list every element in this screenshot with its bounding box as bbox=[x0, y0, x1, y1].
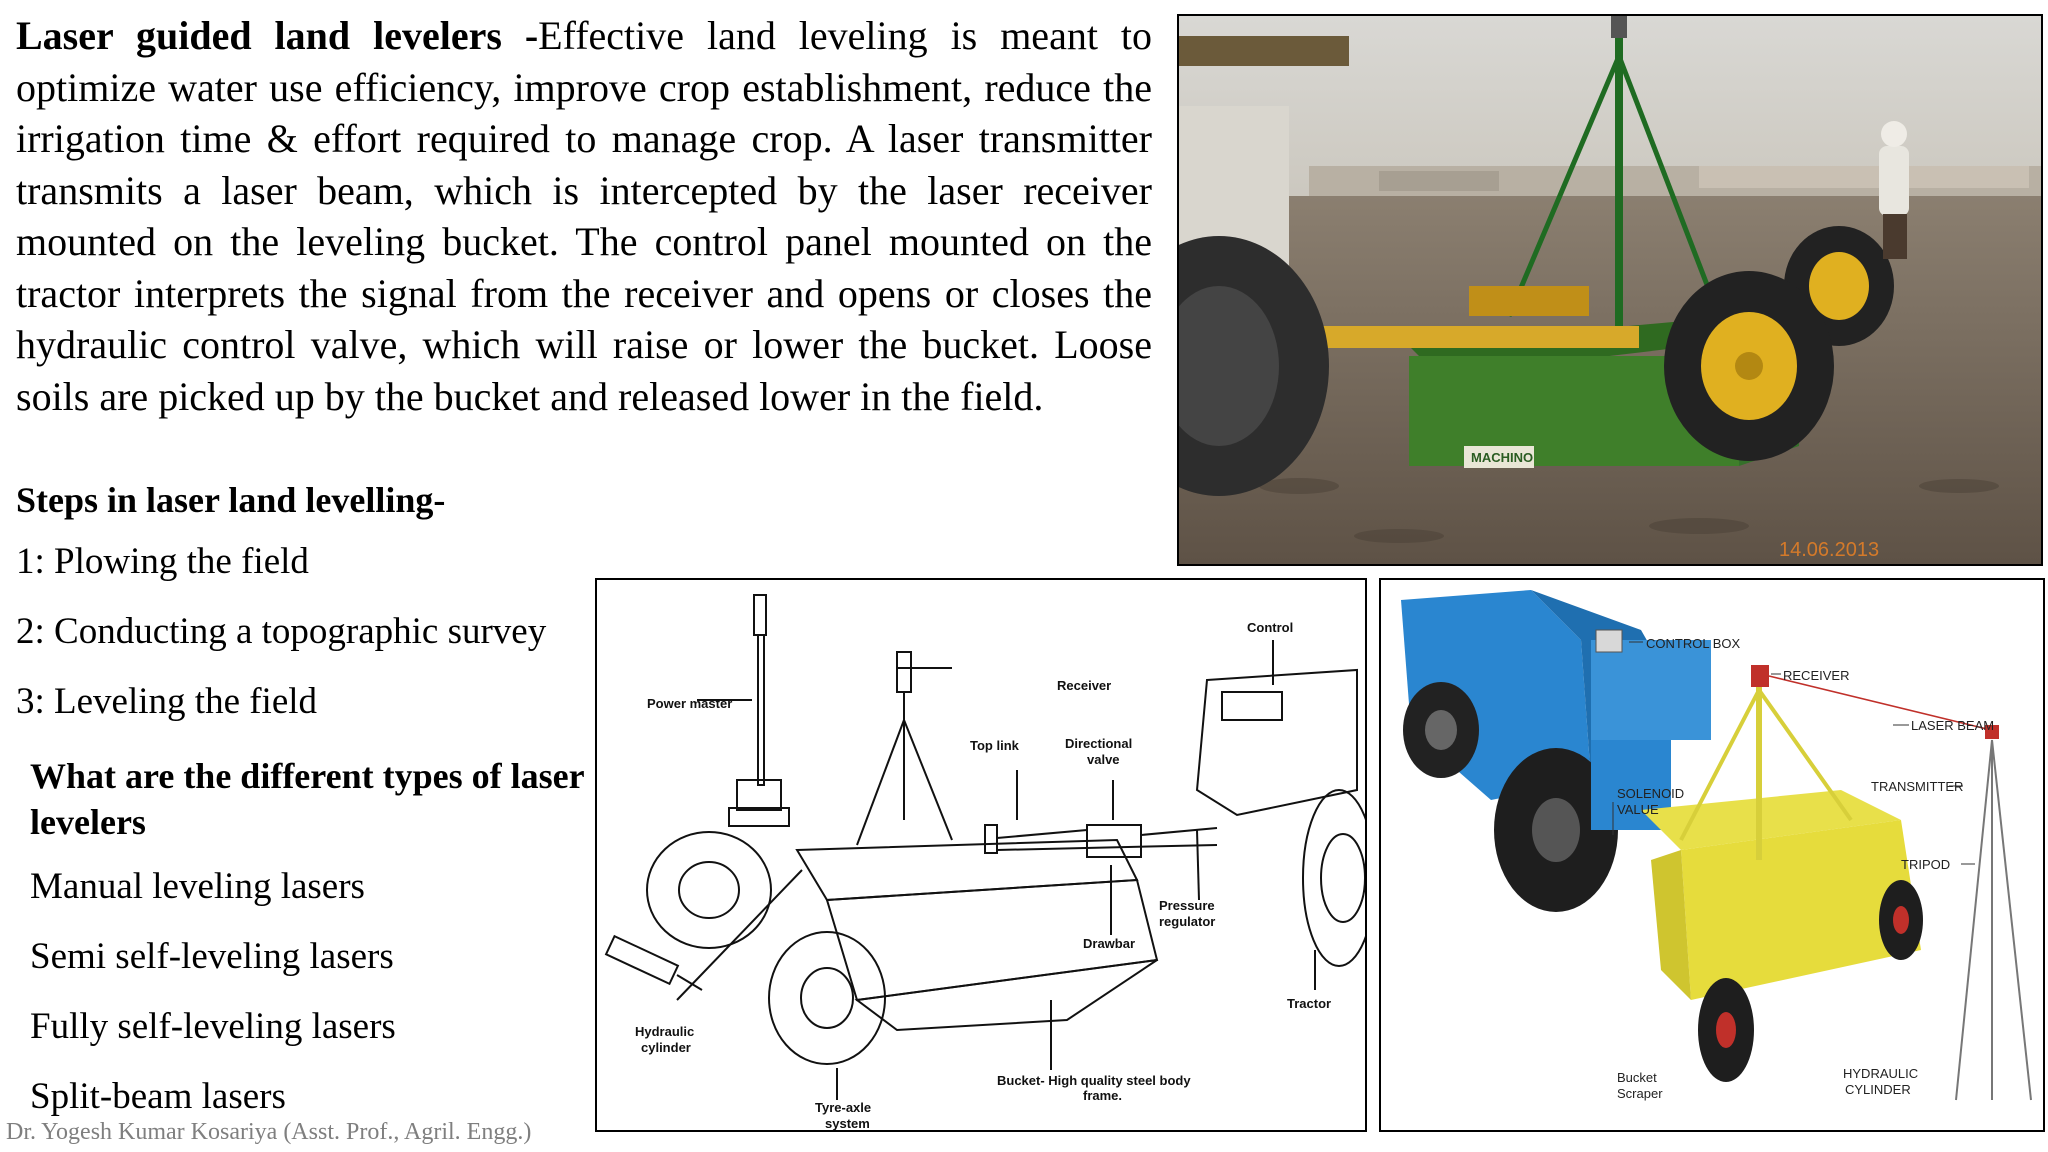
step-item: 2: Conducting a topographic survey bbox=[16, 611, 547, 652]
label-control-box: CONTROL BOX bbox=[1646, 636, 1741, 651]
photo-timestamp: 14.06.2013 bbox=[1779, 539, 1880, 561]
leveler-line-diagram bbox=[595, 578, 1367, 1132]
type-item: Fully self-leveling lasers bbox=[30, 1006, 396, 1047]
label-bucket-1: Bucket- High quality steel body bbox=[997, 1073, 1191, 1088]
label-tyre-axle-2: system bbox=[825, 1116, 870, 1130]
leveler-field-photo bbox=[1177, 14, 2043, 566]
footer-credit: Dr. Yogesh Kumar Kosariya (Asst. Prof., Agril. Engg.) bbox=[6, 1119, 532, 1145]
steps-title: Steps in laser land levelling- bbox=[16, 480, 446, 520]
intro-heading: Laser guided land levelers - bbox=[16, 13, 539, 58]
label-solenoid-1: SOLENOID bbox=[1617, 786, 1685, 801]
label-top-link: Top link bbox=[970, 738, 1019, 753]
label-solenoid-2: VALUE bbox=[1617, 802, 1659, 817]
diagram-line-art bbox=[606, 595, 1365, 1100]
label-directional-valve-2: valve bbox=[1087, 752, 1120, 767]
label-power-master: Power master bbox=[647, 696, 733, 711]
label-directional-valve-1: Directional bbox=[1065, 736, 1133, 751]
label-drawbar: Drawbar bbox=[1083, 936, 1136, 951]
label-receiver-2: RECEIVER bbox=[1783, 668, 1850, 683]
intro-text: Effective land leveling is meant to optimize water use efficiency, improve crop establishment, reduce the irrigation time & effort required to manage crop. A laser transmitter transmits a laser beam, which is intercepted by the laser receiver mounted on the leveling bucket. The control panel mounted on the tractor interprets the signal from the receiver and opens or closes the hydraulic control valve, which will raise or lower the bucket. Loose soils are picked up by the bucket and released lower in the field. bbox=[16, 13, 1152, 419]
label-hydraulic-cylinder-1: Hydraulic bbox=[635, 1024, 695, 1039]
label-pressure-regulator-2: regulator bbox=[1159, 914, 1216, 929]
color-diagram-svg bbox=[1381, 580, 2043, 1130]
label-hydraulic-cylinder-b: CYLINDER bbox=[1845, 1082, 1911, 1097]
label-tripod: TRIPOD bbox=[1901, 857, 1951, 872]
label-laser-beam: LASER BEAM bbox=[1911, 718, 1995, 733]
label-hydraulic-cylinder-a: HYDRAULIC bbox=[1843, 1066, 1919, 1081]
step-item: 1: Plowing the field bbox=[16, 541, 309, 582]
control-box-shape bbox=[1596, 630, 1622, 652]
line-diagram-svg bbox=[597, 580, 1365, 1130]
step-item: 3: Leveling the field bbox=[16, 681, 318, 722]
label-transmitter: TRANSMITTER bbox=[1871, 779, 1964, 794]
type-item: Manual leveling lasers bbox=[30, 866, 365, 907]
label-tractor: Tractor bbox=[1287, 996, 1332, 1011]
leveler-color-diagram bbox=[1379, 578, 2045, 1132]
label-bucket-2: frame. bbox=[1083, 1088, 1123, 1103]
label-hydraulic-cylinder-2: cylinder bbox=[641, 1040, 691, 1055]
brand-decal: MACHINO bbox=[1471, 450, 1534, 465]
label-pressure-regulator-1: Pressure bbox=[1159, 898, 1215, 913]
label-receiver: Receiver bbox=[1057, 678, 1112, 693]
type-item: Semi self-leveling lasers bbox=[30, 936, 394, 977]
label-tyre-axle-1: Tyre-axle bbox=[815, 1100, 872, 1115]
type-item: Split-beam lasers bbox=[30, 1076, 286, 1117]
label-control: Control bbox=[1247, 620, 1294, 635]
field-photo-illustration bbox=[1179, 16, 2041, 564]
types-question: What are the different types of laser levelers bbox=[30, 756, 584, 842]
tripod-shape bbox=[1956, 725, 2031, 1100]
intro-paragraph bbox=[16, 10, 1152, 422]
label-bucket-scraper-1: Bucket bbox=[1617, 1070, 1657, 1085]
steps-list bbox=[16, 540, 596, 750]
types-list bbox=[30, 865, 590, 1145]
label-bucket-scraper-2: Scraper bbox=[1617, 1086, 1663, 1101]
